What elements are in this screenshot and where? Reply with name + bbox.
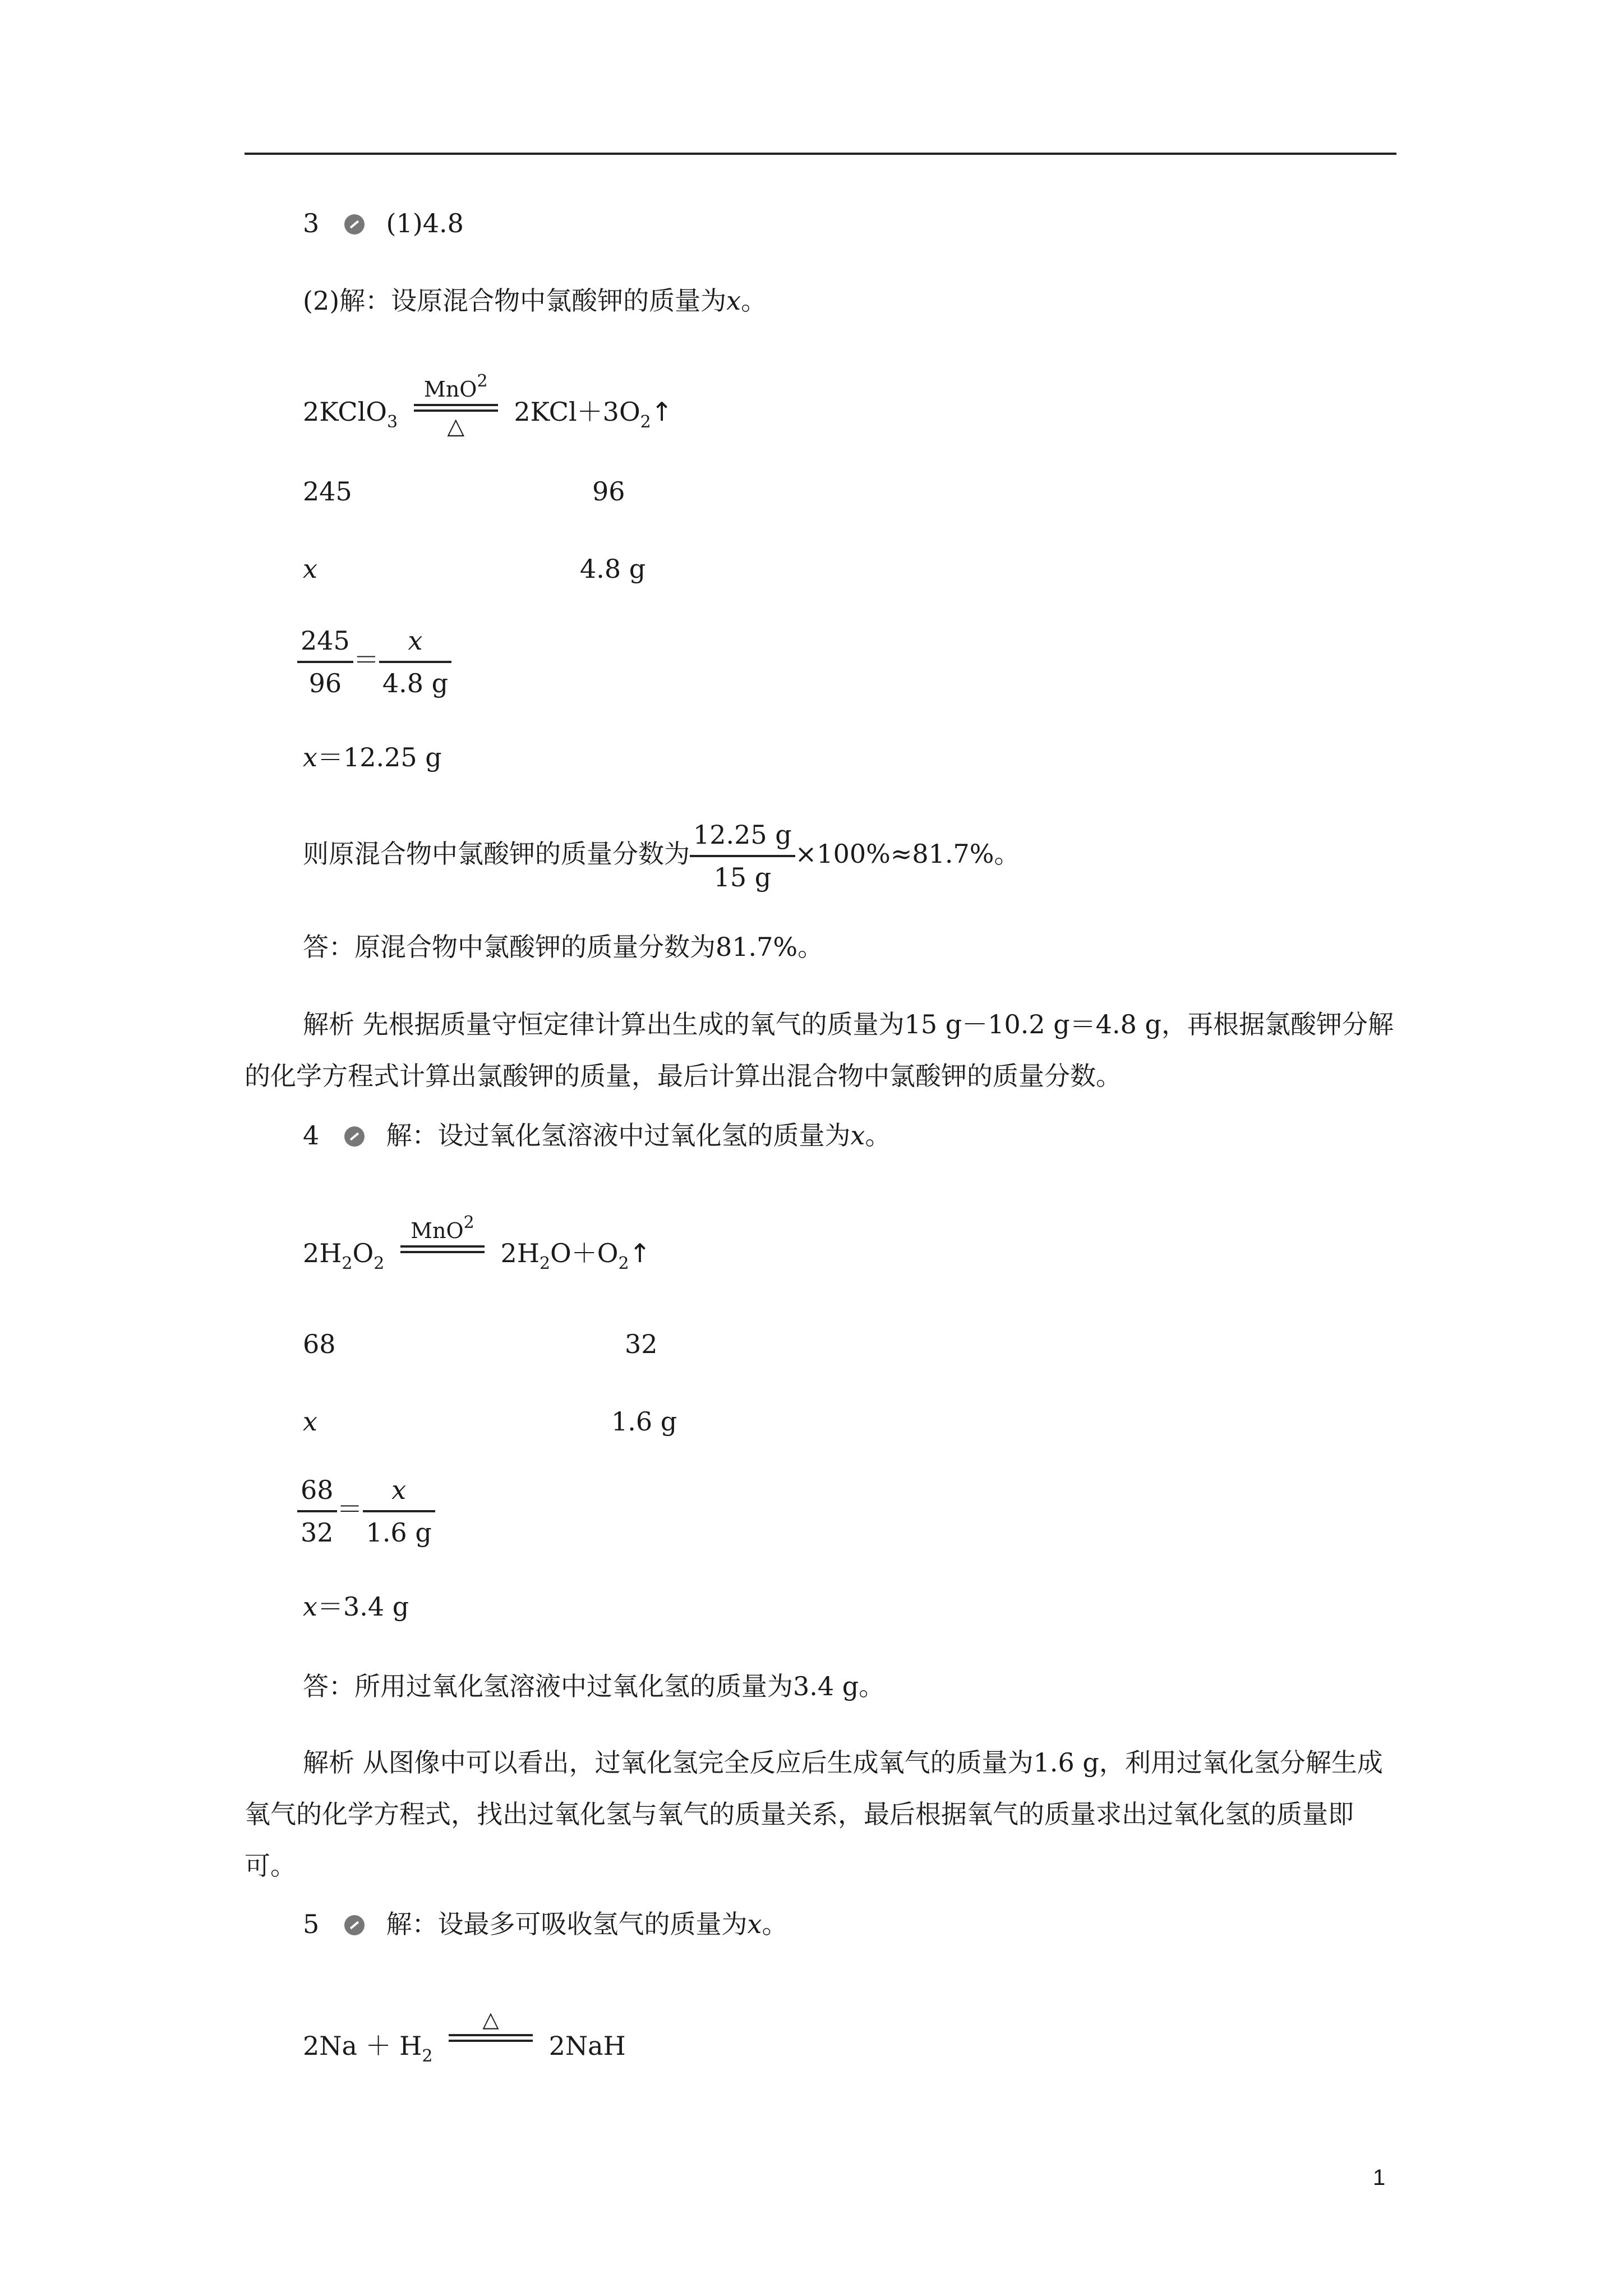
question-number: 3 xyxy=(303,208,320,238)
q4-ratio: $\frac{68}{32}$ ＝ $\frac{x}{1.6 g}$ xyxy=(297,1470,435,1553)
q3-result: x＝12.25 g xyxy=(303,742,442,772)
q3-setup: (2)解：设原混合物中氯酸钾的质量为x。 xyxy=(303,286,767,316)
answer-marker-icon xyxy=(344,214,365,234)
q3-fraction-line: 则原混合物中氯酸钾的质量分数为 $\frac{12.25 g}{15 g}$ ×100%≈81.7%。 xyxy=(303,815,1020,898)
reaction-condition: MnO$^2$ △ xyxy=(414,369,498,439)
question-number: 4 xyxy=(303,1120,320,1151)
equals-bars xyxy=(400,1245,485,1253)
q3-ratio: $\frac{245}{96}$ ＝ $\frac{x}{4.8 g}$ xyxy=(297,620,451,703)
q3-equation: 2KClO$_3$ MnO$^2$ △ $2KCl+3O_2↑$ xyxy=(303,379,672,449)
q5-header: 5 解：设最多可吸收氢气的质量为x。 xyxy=(303,1907,787,1941)
q3-quantities: x 4.8 g xyxy=(303,554,646,584)
q5-equation: $2Na + H_2$ △ 2NaH xyxy=(303,2017,626,2079)
q4-result: x＝3.4 g xyxy=(303,1591,409,1622)
q4-answer: 答：所用过氧化氢溶液中过氧化氢的质量为3.4 g。 xyxy=(303,1671,885,1701)
page-number: 1 xyxy=(1373,2165,1386,2190)
question-number: 5 xyxy=(303,1909,320,1939)
q3-masses: 245 96 xyxy=(303,476,625,507)
reaction-condition: MnO$^2$ xyxy=(400,1211,485,1280)
gas-arrow-icon: ↑ xyxy=(629,1238,651,1268)
header-rule xyxy=(245,153,1396,155)
answer-marker-icon xyxy=(344,1915,365,1935)
q4-quantities: x 1.6 g xyxy=(303,1406,677,1437)
reaction-condition: △ xyxy=(449,2007,533,2069)
q3-header xyxy=(303,206,464,240)
q3-part1: (1)4.8 xyxy=(386,208,464,238)
gas-arrow-icon: ↑ xyxy=(651,397,673,427)
q3-answer: 答：原混合物中氯酸钾的质量分数为81.7%。 xyxy=(303,932,824,962)
q4-masses: 68 32 xyxy=(303,1329,658,1359)
answer-marker-icon xyxy=(344,1126,365,1147)
q4-equation: $2H_2O_2$ MnO$^2$ $2H_2O+O_2↑$ xyxy=(303,1221,651,1290)
q3-analysis: 解析 先根据质量守恒定律计算出生成的氧气的质量为15 g－10.2 g＝4.8 g，再根据氯酸钾分解的化学方程式计算出氯酸钾的质量，最后计算出混合物中氯酸钾的质量分数。 xyxy=(245,1009,1394,1091)
q4-header: 4 解：设过氧化氢溶液中过氧化氢的质量为x。 xyxy=(303,1119,891,1152)
q4-analysis: 解析 从图像中可以看出，过氧化氢完全反应后生成氧气的质量为1.6 g，利用过氧化氢分解生成氧气的化学方程式，找出过氧化氢与氧气的质量关系，最后根据氧气的质量求出过氧化氢的质量即可。 xyxy=(245,1747,1383,1881)
equals-bars xyxy=(414,404,498,412)
equals-bars xyxy=(449,2034,533,2042)
